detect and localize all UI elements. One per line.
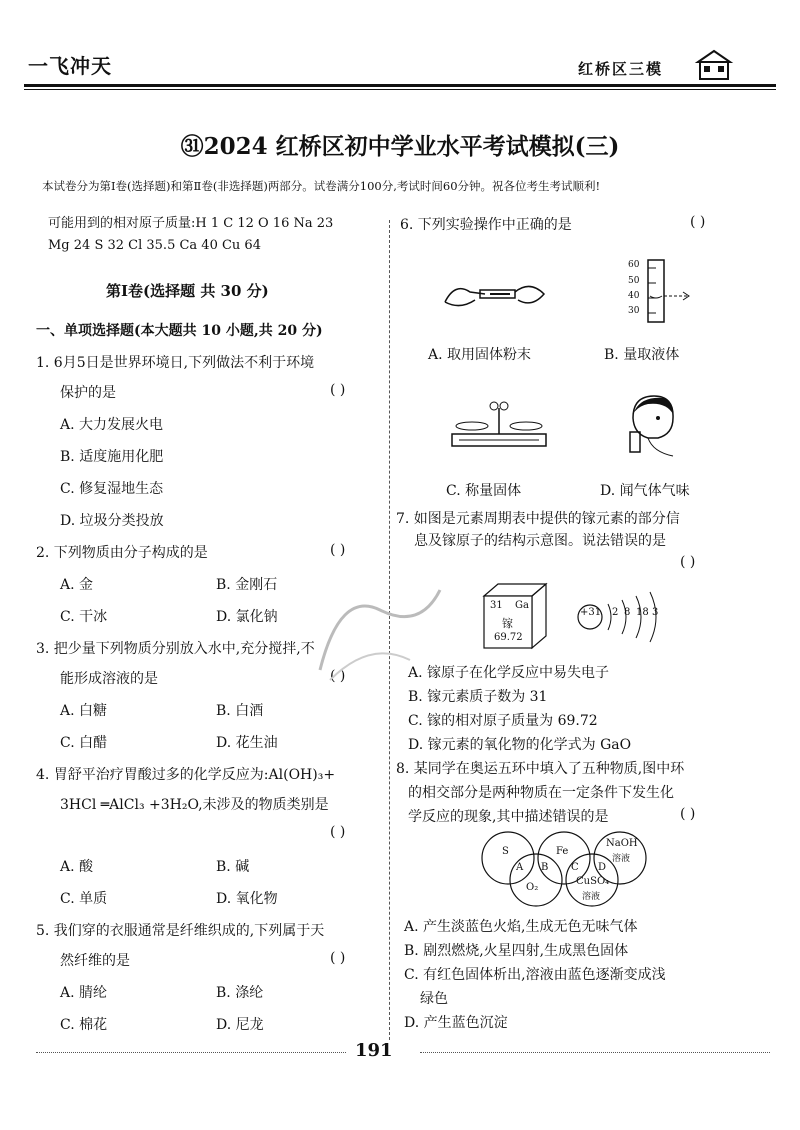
q4-option-c: C. 单质: [60, 891, 108, 907]
footer-rule-left: [36, 1052, 346, 1054]
q3-option-c: C. 白醋: [60, 735, 108, 751]
q5-stem-line1: 5. 我们穿的衣服通常是纤维织成的,下列属于天: [36, 923, 325, 939]
element-symbol: Ga: [515, 600, 529, 611]
q5-option-b: B. 涤纶: [216, 985, 264, 1001]
q6-option-c: C. 称量固体: [446, 483, 522, 499]
ring-label-c: C: [571, 862, 579, 873]
q2-stem: 2. 下列物质由分子构成的是: [36, 545, 208, 561]
ring-naoh-solution: 溶液: [612, 854, 631, 864]
ring-sulfur: S: [502, 846, 509, 857]
q5-option-a: A. 腈纶: [60, 985, 108, 1001]
q8-stem-line2: 的相交部分是两种物质在一定条件下发生化: [408, 785, 674, 801]
section-subtitle: 一、单项选择题(本大题共 10 小题,共 20 分): [36, 323, 323, 339]
header-label: 红桥区三模: [578, 60, 664, 78]
q4-option-a: A. 酸: [60, 859, 94, 875]
q1-option-c: C. 修复湿地生态: [60, 481, 164, 497]
page-number: 191: [355, 1040, 393, 1061]
q3-stem-line2: 能形成溶液的是: [60, 671, 158, 687]
q8-option-c: C. 有红色固体析出,溶液由蓝色逐渐变成浅: [404, 967, 666, 983]
q1-option-b: B. 适度施用化肥: [60, 449, 164, 465]
section-title: 第Ⅰ卷(选择题 共 30 分): [106, 282, 269, 300]
footer-rule-right: [420, 1052, 770, 1054]
atomic-mass-line2: Mg 24 S 32 Cl 35.5 Ca 40 Cu 64: [48, 238, 261, 253]
q8-option-a: A. 产生淡蓝色火焰,生成无色无味气体: [404, 919, 638, 935]
cylinder-tick-50: 50: [628, 276, 640, 286]
q5-option-d: D. 尼龙: [216, 1017, 264, 1033]
page-title: ㉛2024 红桥区初中学业水平考试模拟(三): [180, 133, 620, 160]
q7-stem-line1: 7. 如图是元素周期表中提供的镓元素的部分信: [396, 511, 680, 527]
ring-cuso4: CuSO₄: [576, 876, 610, 887]
header-rule: [24, 84, 776, 87]
q8-option-d: D. 产生蓝色沉淀: [404, 1015, 508, 1031]
q7-option-b: B. 镓元素质子数为 31: [408, 689, 548, 705]
atom-shell-3: 18: [636, 607, 649, 618]
q2-answer-paren: ( ): [330, 542, 346, 558]
atom-shell-1: 2: [612, 607, 619, 618]
q3-option-b: B. 白酒: [216, 703, 264, 719]
q3-stem-line1: 3. 把少量下列物质分别放入水中,充分搅拌,不: [36, 641, 315, 657]
q7-option-c: C. 镓的相对原子质量为 69.72: [408, 713, 598, 729]
q3-answer-paren: ( ): [330, 668, 346, 684]
q2-option-d: D. 氯化钠: [216, 609, 278, 625]
watermark-stamp: [300, 570, 460, 690]
q5-option-c: C. 棉花: [60, 1017, 108, 1033]
q3-option-d: D. 花生油: [216, 735, 278, 751]
ring-iron: Fe: [556, 846, 569, 857]
q8-stem-line3: 学反应的现象,其中描述错误的是: [408, 809, 609, 825]
q2-option-c: C. 干冰: [60, 609, 108, 625]
q8-answer-paren: ( ): [680, 806, 696, 822]
q7-option-d: D. 镓元素的氧化物的化学式为 GaO: [408, 737, 632, 753]
element-mass: 69.72: [494, 632, 523, 643]
q5-answer-paren: ( ): [330, 950, 346, 966]
q4-answer-paren: ( ): [330, 824, 346, 840]
q3-option-a: A. 白糖: [60, 703, 108, 719]
house-icon: [694, 48, 734, 82]
q1-stem-line2: 保护的是: [60, 385, 116, 401]
q2-option-b: B. 金刚石: [216, 577, 278, 593]
q6-option-b: B. 量取液体: [604, 347, 680, 363]
q8-option-b: B. 剧烈燃烧,火星四射,生成黑色固体: [404, 943, 629, 959]
q1-answer-paren: ( ): [330, 382, 346, 398]
ring-naoh: NaOH: [606, 838, 638, 849]
atom-shell-4: 3: [652, 607, 659, 618]
header-rule-thin: [24, 89, 776, 90]
q1-option-d: D. 垃圾分类投放: [60, 513, 164, 529]
q6-option-a: A. 取用固体粉末: [428, 347, 532, 363]
q1-option-a: A. 大力发展火电: [60, 417, 164, 433]
cylinder-tick-40: 40: [628, 291, 640, 301]
q2-option-a: A. 金: [60, 577, 94, 593]
ring-label-a: A: [516, 862, 524, 873]
ring-label-b: B: [541, 862, 549, 873]
element-name: 镓: [502, 617, 513, 630]
q6-option-d: D. 闻气体气味: [600, 483, 690, 499]
q8-stem-line1: 8. 某同学在奥运五环中填入了五种物质,图中环: [396, 761, 685, 777]
q7-option-a: A. 镓原子在化学反应中易失电子: [408, 665, 610, 681]
ring-cuso4-solution: 溶液: [582, 892, 601, 902]
ring-label-d: D: [598, 862, 607, 873]
q4-option-b: B. 碱: [216, 859, 250, 875]
q4-option-d: D. 氧化物: [216, 891, 278, 907]
balance-scale-illustration: [444, 396, 554, 456]
exam-intro: 本试卷分为第Ⅰ卷(选择题)和第Ⅱ卷(非选择题)两部分。试卷满分100分,考试时间60分钟。祝各位考生考试顺利!: [42, 179, 601, 193]
q4-stem-line1: 4. 胃舒平治疗胃酸过多的化学反应为:Al(OH)₃+: [36, 767, 336, 783]
element-number: 31: [490, 600, 503, 611]
smelling-gas-illustration: [618, 390, 688, 460]
q5-stem-line2: 然纤维的是: [60, 953, 130, 969]
q6-answer-paren: ( ): [690, 214, 706, 230]
cylinder-tick-60: 60: [628, 260, 640, 270]
ring-oxygen: O₂: [526, 882, 539, 893]
q6-stem: 6. 下列实验操作中正确的是: [400, 217, 572, 233]
powder-spatula-illustration: [440, 272, 550, 322]
q1-stem-line1: 1. 6月5日是世界环境日,下列做法不利于环境: [36, 355, 315, 371]
q4-stem-line2: 3HCl ═AlCl₃ +3H₂O,未涉及的物质类别是: [60, 797, 329, 813]
atom-shell-2: 8: [624, 607, 631, 618]
q7-stem-line2: 息及镓原子的结构示意图。说法错误的是: [414, 533, 666, 549]
atom-nucleus: +31: [580, 607, 602, 618]
brand-logo: 一飞冲天: [28, 54, 112, 78]
cylinder-tick-30: 30: [628, 306, 640, 316]
q8-option-c-cont: 绿色: [420, 991, 448, 1007]
q7-answer-paren: ( ): [680, 554, 696, 570]
atomic-mass-line1: 可能用到的相对原子质量:H 1 C 12 O 16 Na 23: [48, 216, 334, 231]
